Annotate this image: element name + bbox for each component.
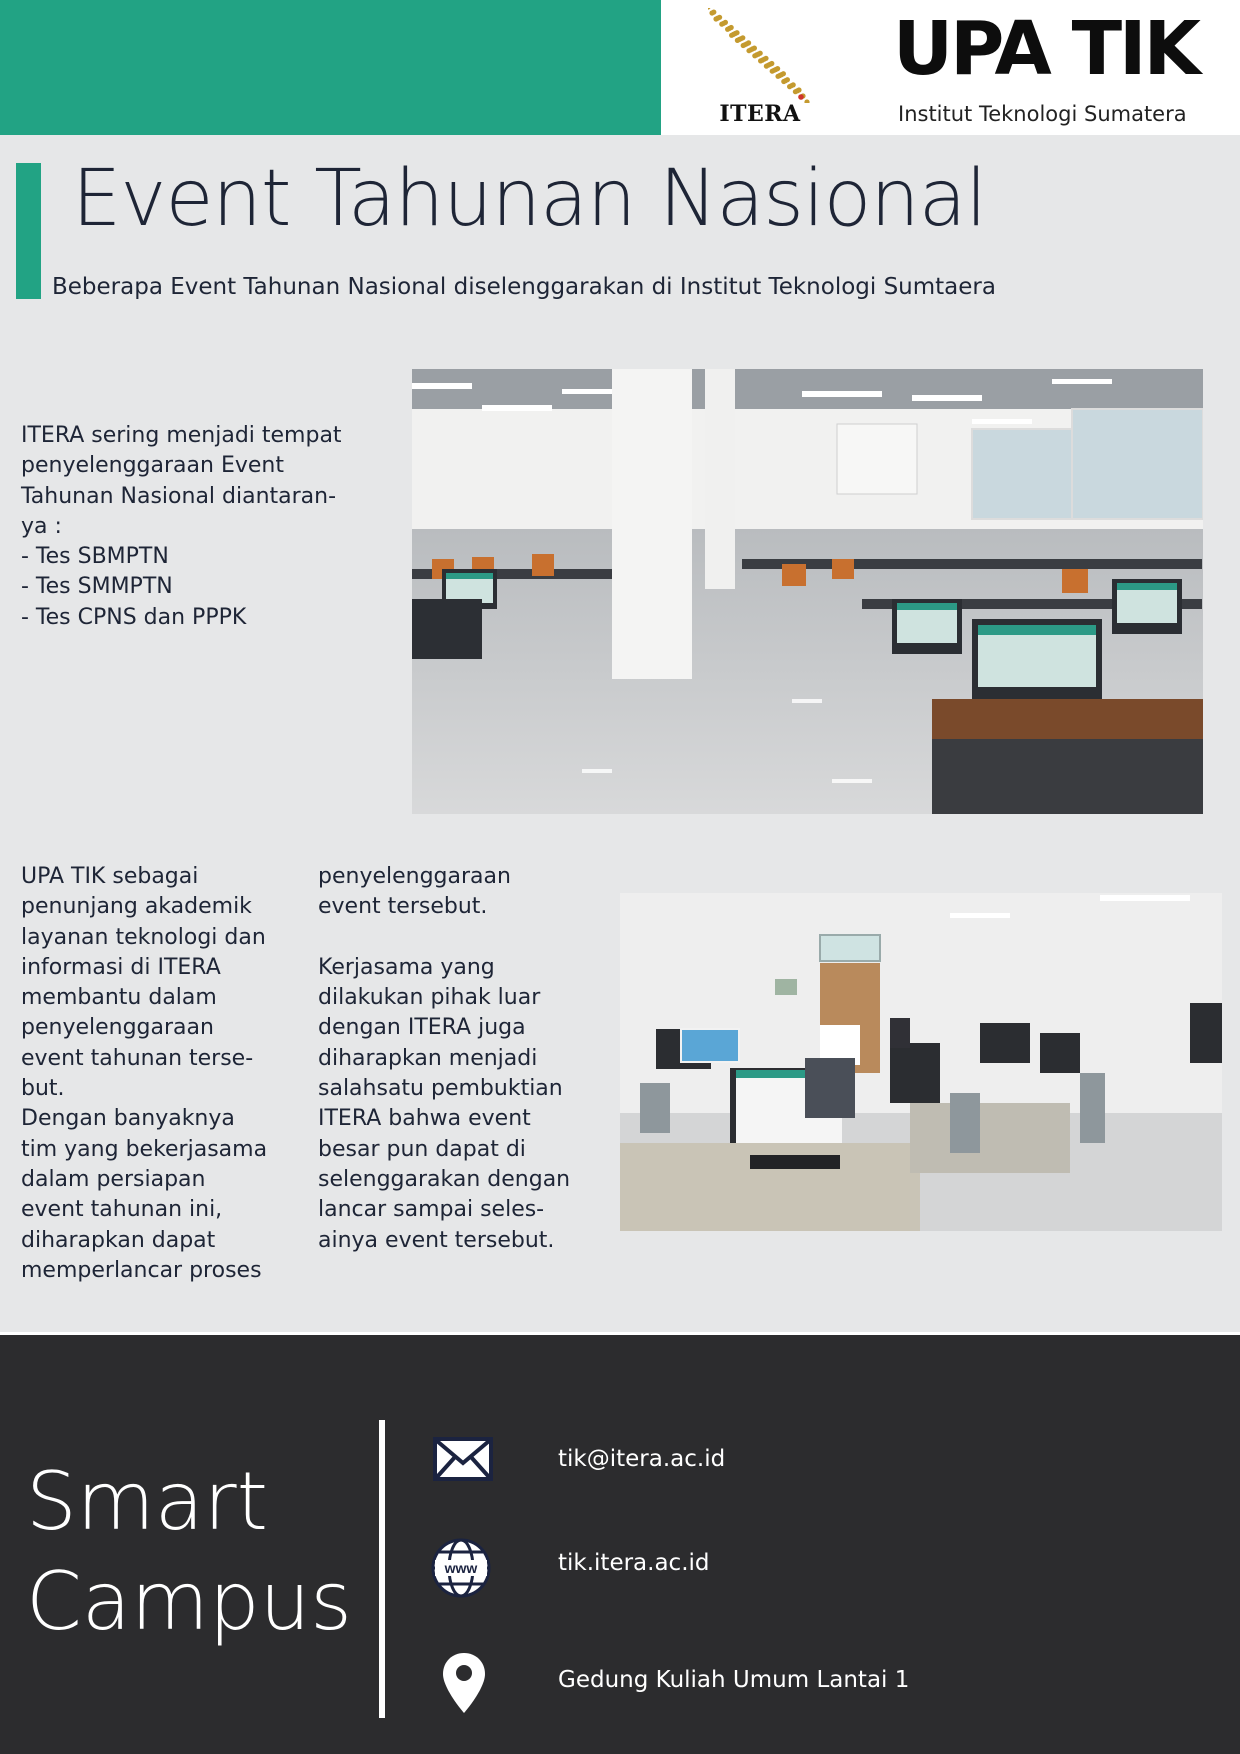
computer-lab-photo [412,369,1203,814]
itera-logo-icon [708,8,818,103]
brand-subtitle: Institut Teknologi Sumatera [898,102,1187,126]
email-link[interactable]: tik@itera.ac.id [558,1446,726,1472]
intro-paragraph: ITERA sering menjadi tempat penyelenggaraan Event Tahunan Nasional diantaran- ya : - Tes SBMPTN - Tes SMMPTN - Tes CPNS dan PPPK [21,423,342,630]
website-link[interactable]: tik.itera.ac.id [558,1550,710,1576]
title-accent-bar [16,163,41,299]
column-one-paragraph: UPA TIK sebagai penunjang akademik layanan teknologi dan informasi di ITERA membantu dalam penyelenggaraan event tahunan terse- but. Dengan banyaknya tim yang bekerjasama dalam persiapan event tahunan ini, diharapkan dapat memperlancar proses [21,864,268,1283]
globe-icon-label: www [444,1560,478,1576]
itera-logo-text: ITERA [719,101,801,127]
page-title: Event Tahunan Nasional [72,154,987,244]
staff-lab-photo [620,893,1222,1231]
column-two-paragraph: penyelenggaraan event tersebut. Kerjasama yang dilakukan pihak luar dengan ITERA juga diharapkan menjadi salahsatu pembuktian ITERA bahwa event besar pun dapat di selenggarakan dengan lancar sampai seles- ainya event tersebut. [318,864,571,1253]
header-green-block [0,0,661,135]
brand-title: UPA TIK [893,6,1198,92]
globe-icon [431,1538,491,1598]
mail-icon [433,1437,493,1481]
address-text: Gedung Kuliah Umum Lantai 1 [558,1667,910,1693]
footer-tagline: Smart Campus [26,1455,352,1648]
page-subtitle: Beberapa Event Tahunan Nasional diselenggarakan di Institut Teknologi Sumtaera [52,274,996,300]
location-pin-icon [441,1651,487,1715]
footer-divider [379,1420,385,1718]
